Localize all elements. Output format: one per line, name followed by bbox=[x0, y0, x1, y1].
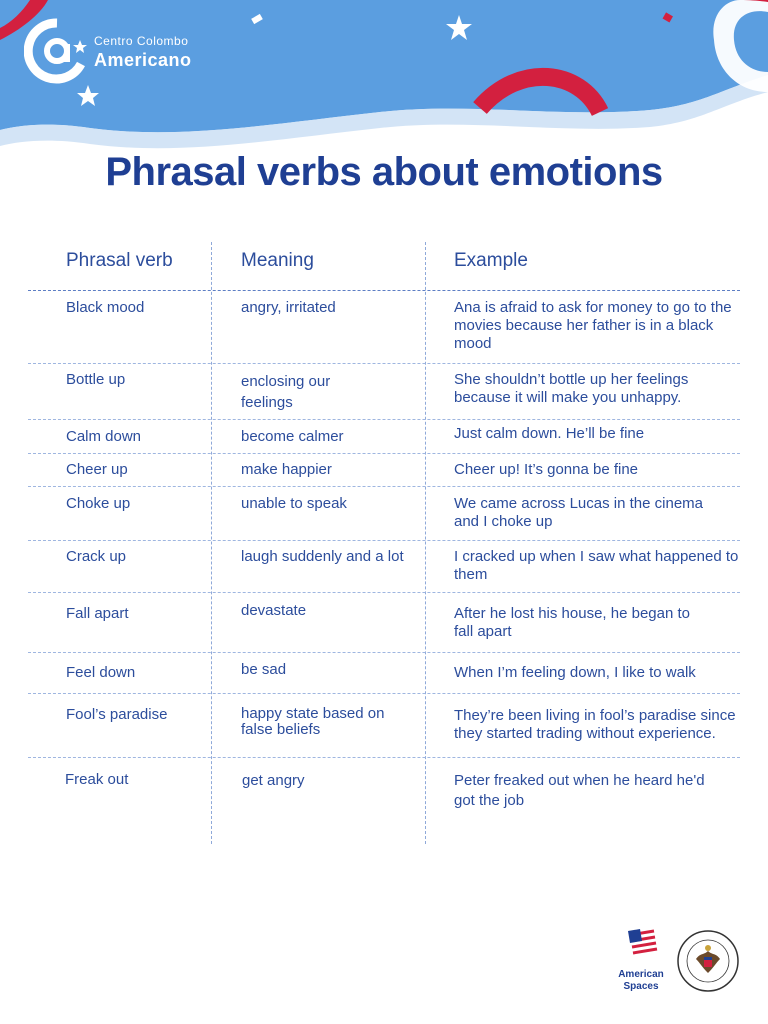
row-example: After he lost his house, he began to fall apart bbox=[454, 605, 690, 640]
logo-text-line2: Americano bbox=[94, 50, 192, 70]
row-example: We came across Lucas in the cinema and I choke up bbox=[454, 495, 704, 530]
row-meaning: laugh suddenly and a lot bbox=[241, 548, 404, 565]
row-verb: Calm down bbox=[66, 428, 142, 445]
header-meaning: Meaning bbox=[241, 250, 314, 271]
row-example: She shouldn’t bottle up her feelings because it will make you unhappy. bbox=[454, 371, 689, 406]
page-title: Phrasal verbs about emotions bbox=[105, 150, 663, 194]
row-divider bbox=[28, 693, 740, 694]
american-spaces-label: American Spaces bbox=[618, 969, 664, 992]
row-example: Peter freaked out when he heard he'd got the job bbox=[454, 772, 705, 809]
row-divider bbox=[28, 363, 740, 364]
column-divider bbox=[211, 242, 212, 844]
row-meaning: become calmer bbox=[241, 428, 344, 445]
row-divider bbox=[28, 453, 740, 454]
row-verb: Fool’s paradise bbox=[66, 706, 168, 723]
row-divider bbox=[28, 592, 740, 593]
row-verb: Fall apart bbox=[66, 605, 129, 622]
row-verb: Feel down bbox=[66, 664, 136, 681]
row-verb: Bottle up bbox=[66, 371, 126, 388]
row-meaning: angry, irritated bbox=[241, 299, 336, 316]
header-example: Example bbox=[454, 250, 528, 271]
row-example: When I’m feeling down, I like to walk bbox=[454, 664, 696, 681]
row-divider bbox=[28, 419, 740, 420]
american-spaces-flag-icon bbox=[618, 925, 664, 965]
row-verb: Cheer up bbox=[66, 461, 128, 478]
row-example: Just calm down. He’ll be fine bbox=[454, 425, 645, 442]
row-verb: Black mood bbox=[66, 299, 145, 316]
header-phrasal-verb: Phrasal verb bbox=[66, 250, 173, 271]
column-divider bbox=[425, 242, 426, 844]
row-meaning: be sad bbox=[241, 661, 287, 678]
row-meaning: unable to speak bbox=[241, 495, 347, 512]
row-example: I cracked up when I saw what happened to them bbox=[454, 548, 739, 583]
row-example: Cheer up! It’s gonna be fine bbox=[454, 461, 639, 478]
row-divider bbox=[28, 652, 740, 653]
row-meaning: happy state based on false beliefs bbox=[241, 705, 385, 738]
header-divider bbox=[28, 290, 740, 291]
row-example: They’re been living in fool’s paradise since they started trading without experience. bbox=[454, 707, 736, 742]
row-meaning: get angry bbox=[242, 772, 305, 789]
row-verb: Crack up bbox=[66, 548, 127, 565]
us-embassy-seal-icon bbox=[676, 929, 740, 993]
footer-logos bbox=[612, 925, 742, 1000]
row-example: Ana is afraid to ask for money to go to the movies because her father is in a black mood bbox=[454, 299, 732, 352]
row-divider bbox=[28, 757, 740, 758]
row-meaning: enclosing our feelings bbox=[241, 373, 331, 411]
row-meaning: devastate bbox=[241, 602, 307, 619]
row-divider bbox=[28, 540, 740, 541]
row-verb: Choke up bbox=[66, 495, 131, 512]
row-divider bbox=[28, 486, 740, 487]
logo-text-line1: Centro Colombo bbox=[94, 34, 189, 48]
row-verb: Freak out bbox=[65, 771, 129, 788]
row-meaning: make happier bbox=[241, 461, 332, 478]
